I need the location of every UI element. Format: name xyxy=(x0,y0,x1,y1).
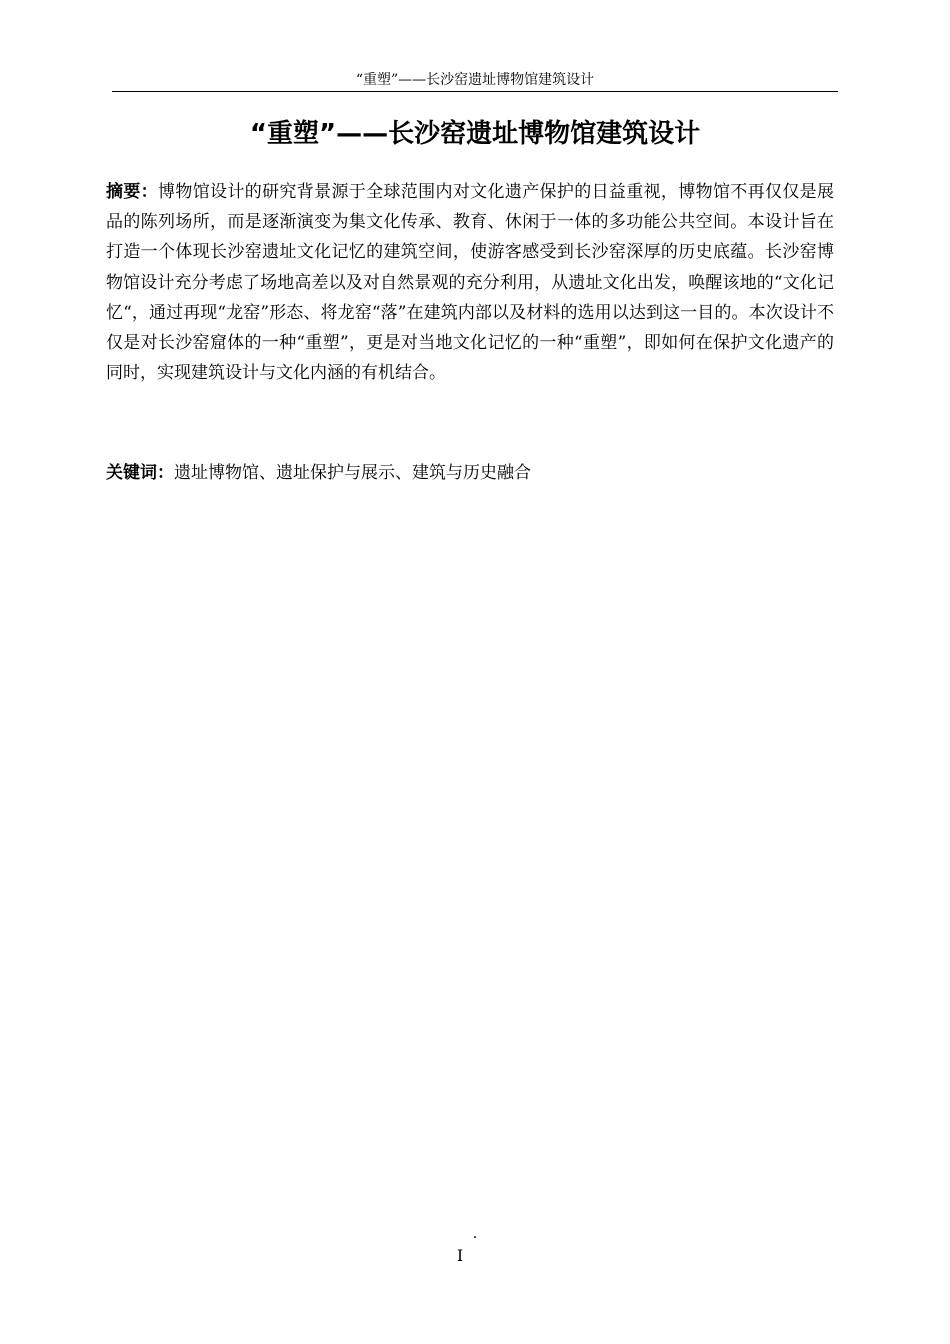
abstract-text: 博物馆设计的研究背景源于全球范围内对文化遗产保护的日益重视，博物馆不再仅仅是展品的陈列场所，而是逐渐演变为集文化传承、教育、休闲于一体的多功能公共空间。本设计旨在打造一个体现长沙窑遗址文化记忆的建筑空间，使游客感受到长沙窑深厚的历史底蕴。长沙窑博物馆设计充分考虑了场地高差以及对自然景观的充分利用，从遗址文化出发，唤醒该地的“文化记忆“，通过再现“龙窑”形态、将龙窑“落”在建筑内部以及材料的选用以达到这一目的。本次设计不仅是对长沙窑窟体的一种“重塑”，更是对当地文化记忆的一种“重塑”，即如何在保护文化遗产的同时，实现建筑设计与文化内涵的有机结合。 xyxy=(106,182,835,384)
keywords-label: 关键词： xyxy=(106,463,174,483)
header-divider xyxy=(112,91,838,92)
keywords-text: 遗址博物馆、遗址保护与展示、建筑与历史融合 xyxy=(174,463,531,483)
page-number: I xyxy=(456,1246,464,1265)
document-title: “重塑”——长沙窑遗址博物馆建筑设计 xyxy=(249,119,701,149)
keywords-line xyxy=(106,458,834,488)
abstract-paragraph xyxy=(106,177,834,388)
abstract-label: 摘要： xyxy=(106,182,159,202)
footer-dot: . xyxy=(472,1226,478,1242)
running-header: “重塑”——长沙窑遗址博物馆建筑设计 xyxy=(355,72,595,88)
